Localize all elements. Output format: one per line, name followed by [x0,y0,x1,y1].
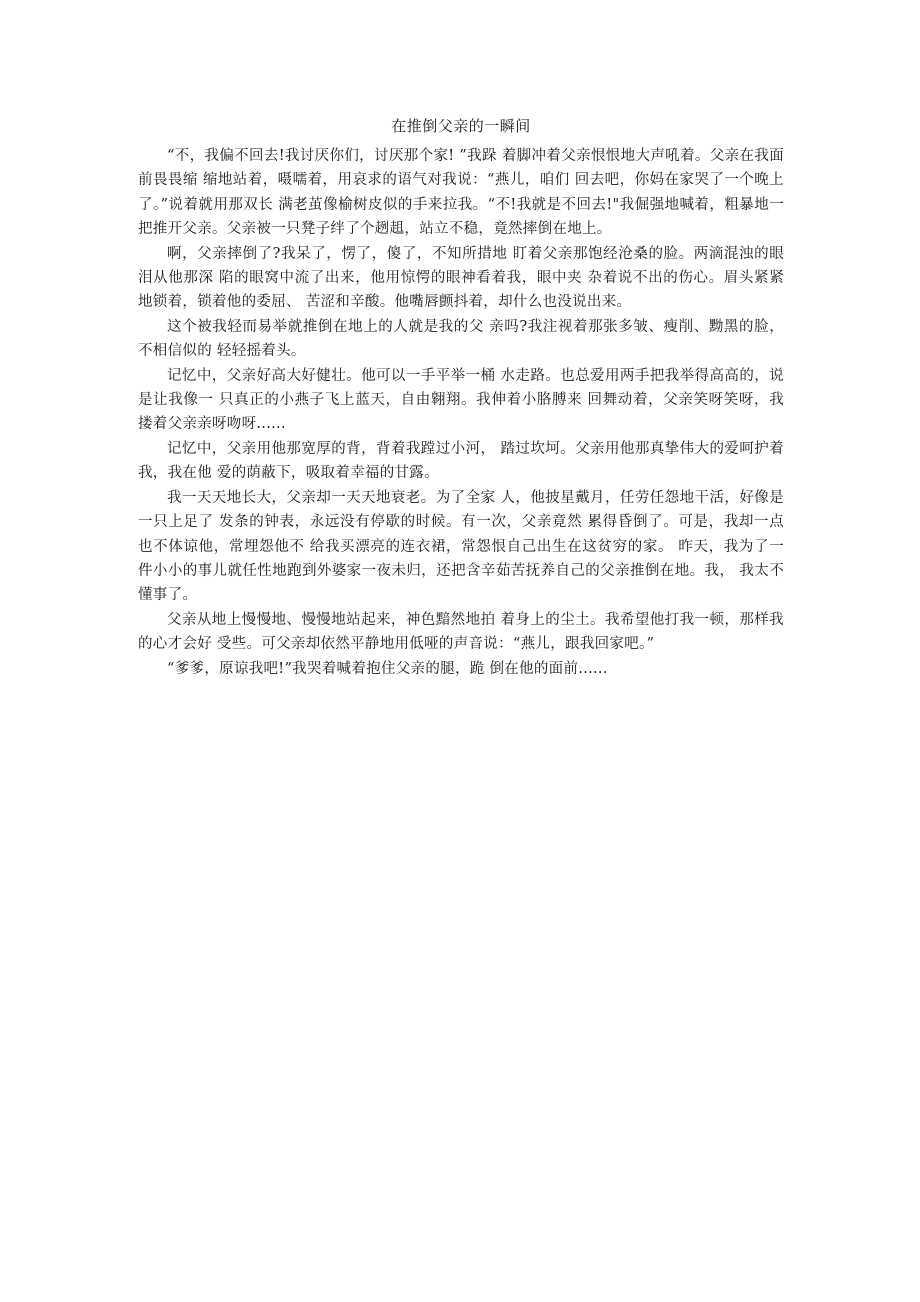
paragraph: 我一天天地长大，父亲却一天天地衰老。为了全家 人，他披星戴月，任劳任怨地干活，好像是一只上足了 发条的钟表，永远没有停歇的时候。有一次，父亲竟然 累得昏倒了。可是，我却一点也不体谅他，常埋怨他不 给我买漂亮的连衣裙，常怨恨自己出生在这贫穷的家。 昨天，我为了一件小小的事儿就任性地跑到外婆家一夜未归，还把含辛茹苦抚养自己的父亲推倒在地。我， 我太不懂事了。 [138,489,784,604]
document-page [138,112,784,681]
paragraph: 记忆中，父亲好高大好健壮。他可以一手平举一桶 水走路。也总爱用两手把我举得高高的，说是让我像一 只真正的小燕子飞上蓝天，自由翱翔。我伸着小胳膊来 回舞动着，父亲笑呀笑呀，我搂着父亲亲呀吻呀...... [138,367,784,433]
document-title: 在推倒父亲的一瞬间 [391,117,531,135]
paragraph: 记忆中，父亲用他那宽厚的背，背着我蹚过小河， 踏过坎坷。父亲用他那真挚伟大的爱呵护着我，我在他 爱的荫蔽下，吸取着幸福的甘露。 [138,440,784,482]
paragraph: “不，我偏不回去!我讨厌你们，讨厌那个家! ”我跺 着脚冲着父亲恨恨地大声吼着。父亲在我面前畏畏缩 缩地站着，嗫嚅着，用哀求的语气对我说：“燕儿，咱们 回去吧，你妈在家哭了一个晚上了。”说着就用那双长 满老茧像榆树皮似的手来拉我。“不!我就是不回去!"我倔强地喊着，粗暴地一把推开父亲。父亲被一只凳子绊了个趔趄，站立不稳，竟然摔倒在地上。 [138,148,784,238]
paragraph: “爹爹，原谅我吧!”我哭着喊着抱住父亲的腿，跪 倒在他的面前...... [167,660,608,677]
paragraph: 父亲从地上慢慢地、慢慢地站起来，神色黯然地拍 着身上的尘土。我希望他打我一顿，那样我的心才会好 受些。可父亲却依然平静地用低哑的声音说：“燕儿，跟我回家吧。” [138,611,784,653]
paragraph: 啊，父亲摔倒了?我呆了，愣了，傻了，不知所措地 盯着父亲那饱经沧桑的脸。两滴混浊的眼泪从他那深 陷的眼窝中流了出来，他用惊愕的眼神看着我，眼中夹 杂着说不出的伤心。眉头紧紧地锁着，锁着他的委屈、 苦涩和辛酸。他嘴唇颤抖着，却什么也没说出来。 [138,245,784,311]
paragraph: 这个被我轻而易举就推倒在地上的人就是我的父 亲吗?我注视着那张多皱、瘦削、黝黑的脸，不相信似的 轻轻摇着头。 [138,318,784,360]
